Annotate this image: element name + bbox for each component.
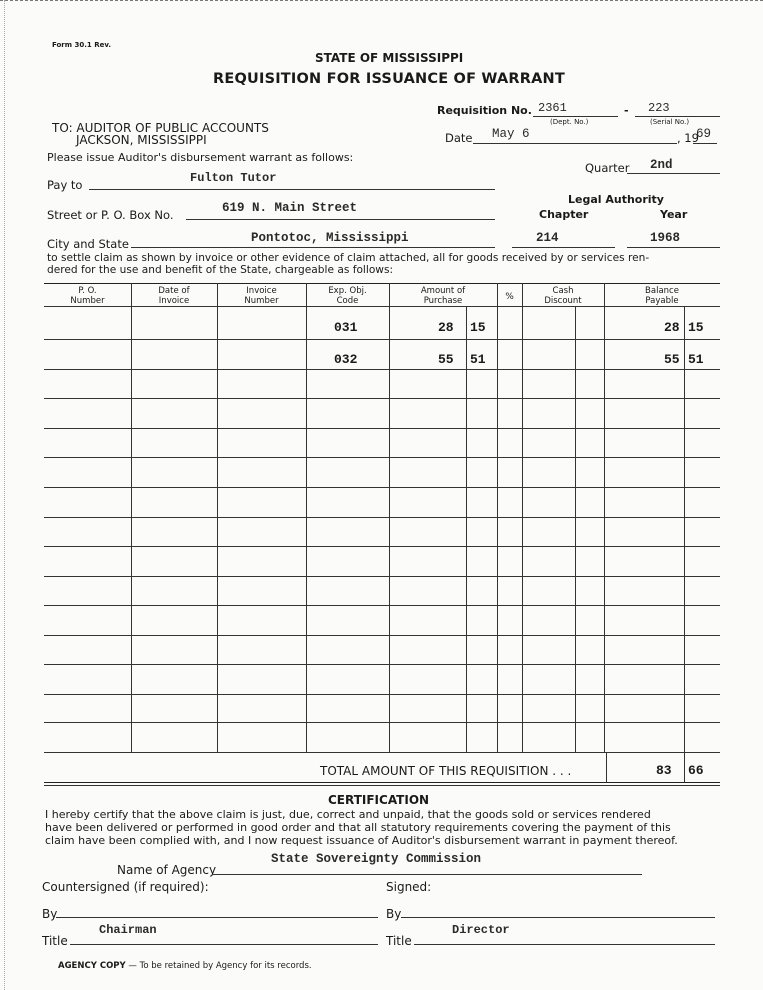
- chapter-value: 214: [536, 231, 559, 245]
- quarter-label: Quarter: [585, 161, 630, 175]
- certification-heading: CERTIFICATION: [328, 793, 430, 807]
- signed-title-value: Director: [452, 923, 510, 937]
- balance-dollars-cell: 28: [664, 320, 680, 335]
- footer-text: — To be retained by Agency for its records.: [125, 961, 312, 971]
- certification-line2: have been delivered or performed in good order and that all statutory requirements covering the payment of this: [45, 821, 671, 834]
- footer-note: [58, 961, 312, 971]
- date-value: May 6: [492, 127, 530, 141]
- header-exp-obj-code: Exp. Obj. Code: [328, 286, 367, 306]
- year-prefix: , 19: [677, 131, 699, 145]
- instruction-text: Please issue Auditor's disbursement warrant as follows:: [47, 151, 354, 164]
- amount-dollars-cell: 28: [438, 320, 454, 335]
- city-value: Pontotoc, Mississippi: [251, 231, 409, 245]
- total-cents: 66: [688, 763, 704, 778]
- header-date-of-invoice: Date of Invoice: [158, 286, 190, 306]
- street-label: Street or P. O. Box No.: [47, 208, 174, 222]
- amount-cents-cell: 15: [470, 320, 486, 335]
- balance-cents-cell: 15: [688, 320, 704, 335]
- amount-cents-cell: 51: [470, 352, 486, 367]
- countersign-title-value: Chairman: [99, 923, 157, 937]
- chapter-label: Chapter: [539, 208, 589, 221]
- header-percent: %: [505, 292, 514, 302]
- exp-code-cell: 032: [334, 352, 358, 367]
- date-label: Date: [445, 131, 473, 145]
- countersign-title-label: Title: [42, 934, 68, 948]
- city-label: City and State: [47, 237, 129, 251]
- header-amount: Amount of Purchase: [420, 286, 466, 306]
- signed-label: Signed:: [386, 880, 432, 894]
- certification-line3: claim have been complied with, and I now request issuance of Auditor's disbursement warrant in payment thereof.: [45, 834, 678, 847]
- agency-copy-label: AGENCY COPY: [58, 961, 126, 971]
- legal-authority-label: Legal Authority: [568, 193, 664, 206]
- balance-cents-cell: 51: [688, 352, 704, 367]
- year-value: 69: [696, 127, 712, 141]
- settle-text-line1: to settle claim as shown by invoice or other evidence of claim attached, all for goods received by or services ren-: [47, 252, 650, 264]
- exp-code-cell: 031: [334, 320, 358, 335]
- state-heading: STATE OF MISSISSIPPI: [315, 51, 464, 65]
- serial-no-value: 223: [648, 101, 670, 115]
- form-number: Form 30.1 Rev.: [52, 41, 111, 49]
- signed-title-label: Title: [386, 934, 412, 948]
- year-label: Year: [660, 208, 688, 221]
- dept-no-value: 2361: [538, 101, 567, 115]
- signed-by-label: By: [386, 907, 402, 921]
- street-value: 619 N. Main Street: [222, 201, 358, 215]
- agency-label: Name of Agency: [117, 863, 217, 877]
- header-balance-payable: Balance Payable: [645, 286, 679, 306]
- certification-line1: I hereby certify that the above claim is just, due, correct and unpaid, that the goods sold or services rendered: [45, 808, 651, 821]
- requisition-label: Requisition No.: [437, 104, 532, 117]
- countersigned-label: Countersigned (if required):: [42, 880, 209, 894]
- amount-dollars-cell: 55: [438, 352, 454, 367]
- header-po: P. O. Number: [70, 286, 105, 306]
- to-line1: TO: AUDITOR OF PUBLIC ACCOUNTS: [52, 121, 269, 135]
- left-perforation: [4, 0, 5, 990]
- total-dollars: 83: [656, 763, 672, 778]
- header-cash-discount: Cash Discount: [544, 286, 582, 306]
- header-invoice-number: Invoice Number: [244, 286, 279, 306]
- legal-year-value: 1968: [650, 231, 681, 245]
- serial-caption: (Serial No.): [650, 118, 690, 126]
- agency-value: State Sovereignty Commission: [271, 852, 482, 866]
- settle-text-line2: dered for the use and benefit of the State, chargeable as follows:: [47, 264, 394, 276]
- pay-to-label: Pay to: [47, 178, 83, 192]
- balance-dollars-cell: 55: [664, 352, 680, 367]
- top-perforation: [0, 0, 763, 3]
- total-label: TOTAL AMOUNT OF THIS REQUISITION . . .: [320, 764, 572, 778]
- to-line2: JACKSON, MISSISSIPPI: [76, 133, 207, 147]
- pay-to-value: Fulton Tutor: [190, 171, 277, 185]
- requisition-dash: -: [624, 104, 629, 117]
- page-title: REQUISITION FOR ISSUANCE OF WARRANT: [213, 71, 565, 87]
- quarter-value: 2nd: [650, 158, 673, 172]
- countersign-by-label: By: [42, 907, 58, 921]
- dept-caption: (Dept. No.): [550, 118, 589, 126]
